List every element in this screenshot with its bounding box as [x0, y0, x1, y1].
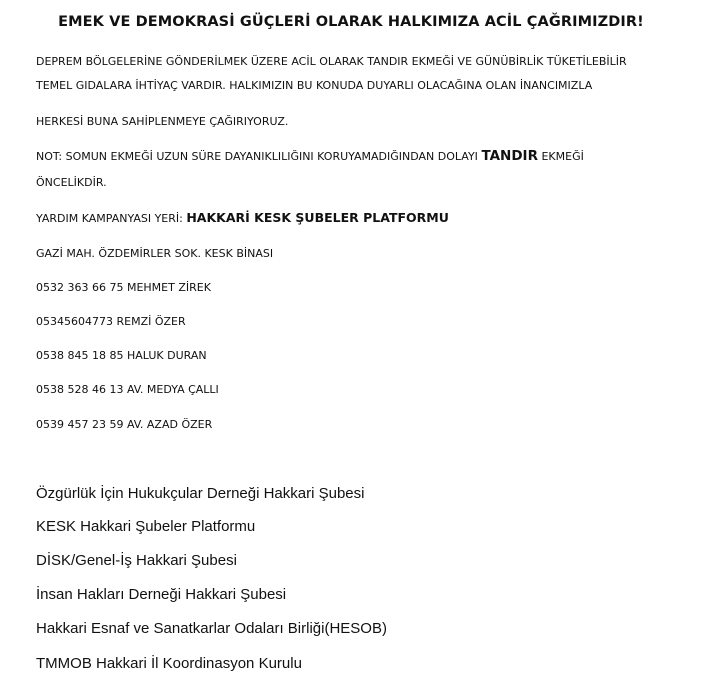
contact-item: 0539 457 23 59 AV. AZAD ÖZER: [36, 418, 213, 431]
note-emphasis: TANDIR: [481, 148, 538, 164]
note-line-2: ÖNCELİKDİR.: [36, 176, 107, 189]
appeal-line-2: TEMEL GIDALARA İHTİYAÇ VARDIR. HALKIMIZIN BU KONUDA DUYARLI OLACAĞINA OLAN İNANCIMIZLA: [36, 79, 593, 92]
campaign-label: YARDIM KAMPANYASI YERİ:: [36, 212, 183, 225]
contact-item: 0532 363 66 75 MEHMET ZİREK: [36, 281, 211, 294]
organization-item: DİSK/Genel-İş Hakkari Şubesi: [36, 552, 237, 569]
address: GAZİ MAH. ÖZDEMİRLER SOK. KESK BİNASI: [36, 247, 274, 260]
organization-item: KESK Hakkari Şubeler Platformu: [36, 518, 256, 535]
page-title: EMEK VE DEMOKRASİ GÜÇLERİ OLARAK HALKIMIZA ACİL ÇAĞRIMIZDIR!: [58, 14, 644, 30]
contact-item: 05345604773 REMZİ ÖZER: [36, 315, 186, 328]
appeal-call: HERKESİ BUNA SAHİPLENMEYE ÇAĞIRIYORUZ.: [36, 115, 289, 128]
organization-item: Özgürlük İçin Hukukçular Derneği Hakkari Şubesi: [36, 485, 365, 502]
note-text-after: EKMEĞİ: [541, 150, 584, 163]
campaign-location: [36, 211, 449, 226]
appeal-line-1: DEPREM BÖLGELERİNE GÖNDERİLMEK ÜZERE ACİL OLARAK TANDIR EKMEĞİ VE GÜNÜBİRLİK TÜKETİLEBİLİR: [36, 55, 627, 68]
note-line-1: [36, 149, 584, 164]
campaign-place: HAKKARİ KESK ŞUBELER PLATFORMU: [186, 210, 449, 225]
organization-item: İnsan Hakları Derneği Hakkari Şubesi: [36, 586, 287, 603]
contact-item: 0538 845 18 85 HALUK DURAN: [36, 349, 207, 362]
organization-item: Hakkari Esnaf ve Sanatkarlar Odaları Birliği(HESOB): [36, 620, 387, 637]
contact-item: 0538 528 46 13 AV. MEDYA ÇALLI: [36, 383, 219, 396]
note-text: NOT: SOMUN EKMEĞİ UZUN SÜRE DAYANIKLILIĞINI KORUYAMADIĞINDAN DOLAYI: [36, 150, 478, 163]
organization-item: TMMOB Hakkari İl Koordinasyon Kurulu: [36, 655, 302, 672]
